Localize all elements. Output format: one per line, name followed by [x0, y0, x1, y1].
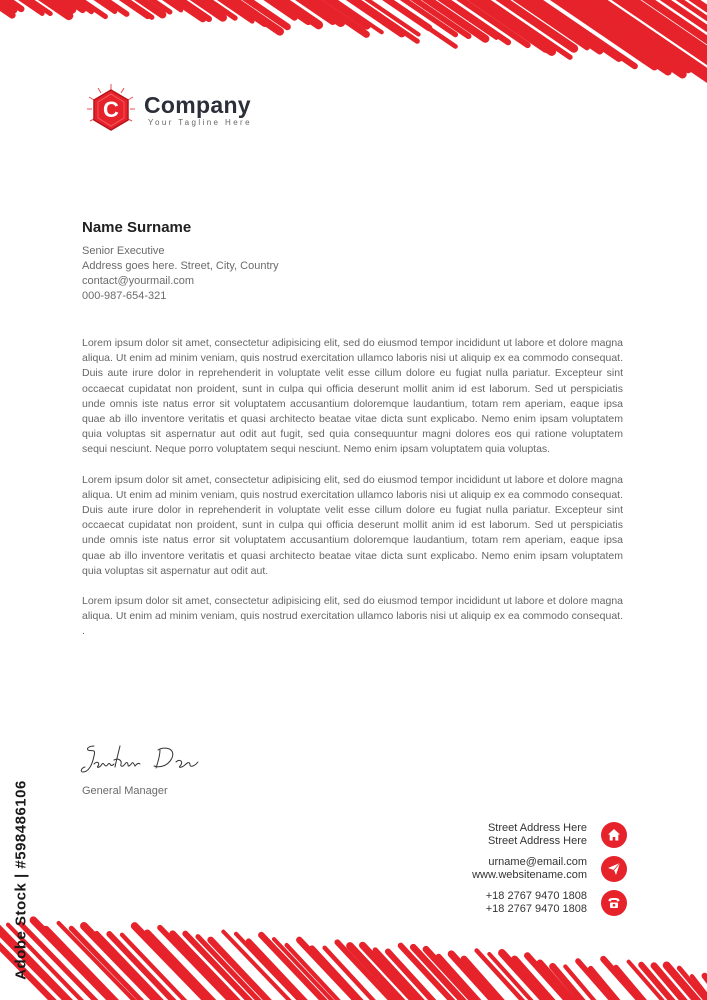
body-paragraph: Lorem ipsum dolor sit amet, consectetur adipisicing elit, sed do eiusmod tempor incididunt ut labore et dolore magna aliqua. Ut enim ad minim veniam, quis nostrud exercitation ullamco laboris nisi ut aliquip ex ea commodo consequat. . [82, 595, 623, 638]
contact-address-row [472, 822, 627, 848]
logo-badge-icon [84, 82, 138, 136]
logo-letter: C [103, 97, 119, 122]
signature-block [80, 742, 210, 797]
contact-address-line1: Street Address Here [487, 822, 587, 834]
home-icon [601, 822, 627, 848]
contact-phone1: +18 2767 9470 1808 [485, 890, 587, 902]
telephone-icon [601, 890, 627, 916]
body-paragraph: Lorem ipsum dolor sit amet, consectetur adipisicing elit, sed do eiusmod tempor incididunt ut labore et dolore magna aliqua. Ut enim ad minim veniam, quis nostrud exercitation ullamco laboris nisi ut aliquip ex ea commodo consequat. Duis aute irure dolor in reprehenderit in voluptate velit esse cillum dolore eu fugiat nulla pariatur. Excepteur sint occaecat cupidatat non proident, sunt in culpa qui officia deserunt mollit anim id est laborum. Sed ut perspiciatis unde omnis iste natus error sit voluptatem accusantium doloremque laudantium, totam rem aperiam, eaque ipsa quae ab illo inventore veritatis et quasi architecto beatae vitae dicta sunt explicabo. Nemo enim ipsam voluptatem quia voluptas sit aspernatur aut odit aut. [82, 473, 623, 577]
stock-watermark-text: Adobe Stock | #598486106 [12, 780, 30, 980]
contact-web-row [472, 856, 627, 882]
contact-phone2: +18 2767 9470 1808 [485, 903, 587, 915]
contact-phone-row [472, 890, 627, 916]
signature-title: General Manager [82, 785, 168, 797]
sender-block [82, 219, 279, 304]
handwritten-signature [80, 742, 210, 778]
company-name: Company [144, 91, 251, 118]
sender-email: contact@yourmail.com [82, 275, 195, 287]
contact-block [472, 822, 627, 924]
sender-phone: 000-987-654-321 [82, 290, 167, 302]
body-paragraph: Lorem ipsum dolor sit amet, consectetur adipisicing elit, sed do eiusmod tempor incididunt ut labore et dolore magna aliqua. Ut enim ad minim veniam, quis nostrud exercitation ullamco laboris nisi ut aliquip ex ea commodo consequat. Duis aute irure dolor in reprehenderit in voluptate velit esse cillum dolore eu fugiat nulla pariatur. Excepteur sint occaecat cupidatat non proident, sunt in culpa qui officia deserunt mollit anim id est laborum. Sed ut perspiciatis unde omnis iste natus error sit voluptatem accusantium doloremque laudantium, totam rem aperiam, eaque ipsa quae ab illo inventore veritatis et quasi architecto beatae vitae dicta sunt explicabo. Nemo enim ipsam voluptatem quia voluptas sit aspernatur aut odit aut fugit, sed quia consequuntur magni dolores eos qui ratione voluptatem sequi nesciunt. Neque porro voluptatem sequi nesciunt. Nemo enim ipsam voluptatem quia voluptas. [82, 337, 623, 456]
company-tagline: Your Tagline Here [148, 117, 252, 127]
stock-watermark [6, 760, 36, 1000]
sender-title: Senior Executive [82, 245, 165, 257]
contact-website: www.websitename.com [472, 869, 587, 881]
paper-plane-icon [601, 856, 627, 882]
letter-body [82, 336, 623, 655]
contact-email: urname@email.com [488, 856, 587, 868]
sender-address: Address goes here. Street, City, Country [82, 260, 279, 272]
sender-name: Name Surname [82, 219, 192, 236]
company-logo [84, 82, 252, 136]
contact-address-line2: Street Address Here [487, 835, 587, 847]
